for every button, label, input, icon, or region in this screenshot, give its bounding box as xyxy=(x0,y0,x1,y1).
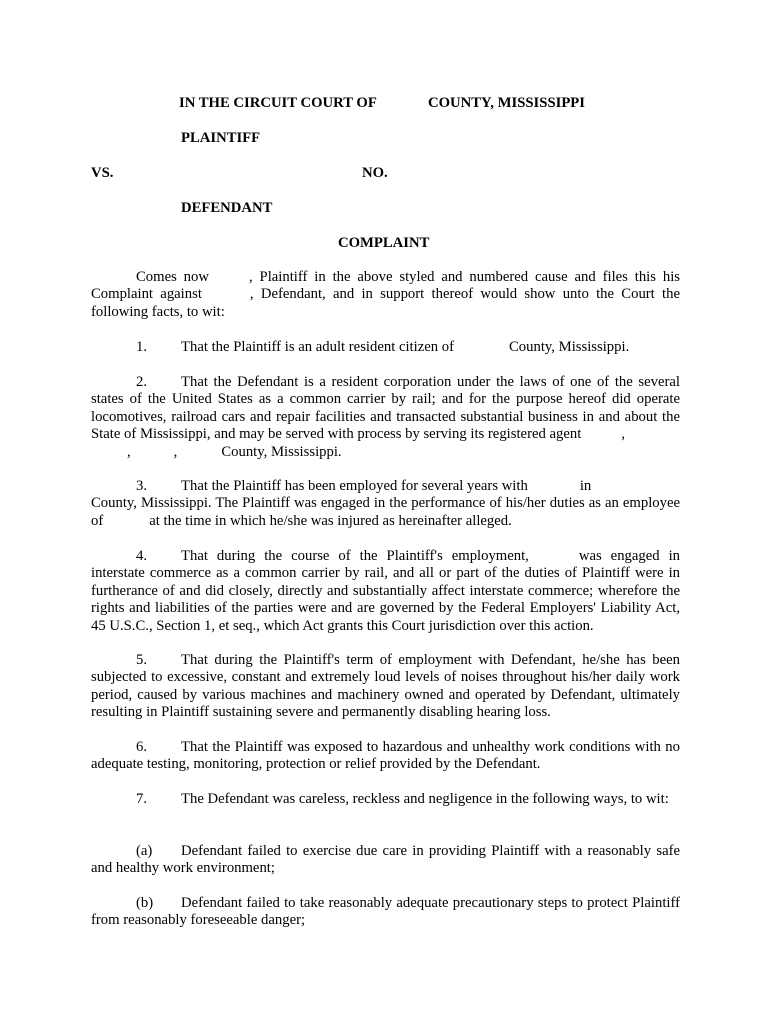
subparagraph-b-label: (b) xyxy=(136,895,154,911)
subparagraph-b-text: Defendant failed to take reasonably adequate precautionary steps to protect Plaintiff from reasonably foreseeable danger; xyxy=(91,895,680,929)
intro-text-a: Comes now xyxy=(136,269,209,285)
court-heading-prefix: IN THE CIRCUIT COURT OF xyxy=(179,95,377,111)
case-number-label: NO. xyxy=(362,165,388,181)
paragraph-2-text-d: , xyxy=(173,443,178,460)
paragraph-7 xyxy=(91,791,680,808)
subparagraph-a-label: (a) xyxy=(136,843,153,859)
paragraph-2-number: 2. xyxy=(136,374,148,390)
paragraph-2 xyxy=(91,374,680,461)
paragraph-2-text-a: That the Defendant is a resident corporation under the laws of one of the several states of the United States as a common carrier by rail; and for the purpose hereof did operate locomotives, railroad cars and repair facilities and transacted substantial business in and about the State of Mississippi, and may be served with process by serving its registered agent xyxy=(91,374,680,443)
paragraph-1-text-a: That the Plaintiff is an adult resident citizen of xyxy=(181,339,455,355)
court-heading-suffix: COUNTY, MISSISSIPPI xyxy=(428,95,585,111)
paragraph-5 xyxy=(91,652,680,722)
paragraph-2-text-b: , xyxy=(621,426,625,443)
defendant-label: DEFENDANT xyxy=(181,200,273,216)
intro-text-c: , Defendant, and in support thereof would show unto the Court the following facts, to wit: xyxy=(91,286,680,320)
paragraph-4-number: 4. xyxy=(136,548,148,564)
paragraph-6 xyxy=(91,739,680,774)
paragraph-3-text-d: at the time in which he/she was injured as hereinafter alleged. xyxy=(149,512,512,529)
paragraph-7-text: The Defendant was careless, reckless and negligence in the following ways, to wit: xyxy=(181,791,669,807)
paragraph-1-text-b: County, Mississippi. xyxy=(509,339,630,355)
paragraph-6-number: 6. xyxy=(136,739,148,755)
paragraph-4 xyxy=(91,548,680,635)
subparagraph-a xyxy=(91,843,680,878)
paragraph-4-text-a: That during the course of the Plaintiff's employment, xyxy=(181,548,529,564)
document-title: COMPLAINT xyxy=(338,235,430,251)
paragraph-2-text-e: County, Mississippi. xyxy=(221,443,342,460)
paragraph-2-text-c: , xyxy=(127,443,131,460)
paragraph-7-number: 7. xyxy=(136,791,148,807)
paragraph-1-number: 1. xyxy=(136,339,148,355)
subparagraph-a-text: Defendant failed to exercise due care in providing Plaintiff with a reasonably safe and healthy work environment; xyxy=(91,843,680,877)
paragraph-3-text-a: That the Plaintiff has been employed for several years with xyxy=(181,478,528,494)
paragraph-3 xyxy=(91,478,680,530)
plaintiff-label: PLAINTIFF xyxy=(181,130,261,146)
paragraph-5-text: That during the Plaintiff's term of employment with Defendant, he/she has been subjected to excessive, constant and extremely loud levels of noises throughout his/her daily work period, caused by various machines and machinery owned and operated by Defendant, ultimately resulting in Plaintiff sustaining severe and permanently disabling hearing loss. xyxy=(91,652,680,721)
intro-text-b: , Plaintiff in the above styled and numbered cause and files this his Complaint against xyxy=(91,269,680,303)
paragraph-3-text-c: County, Mississippi. The Plaintiff was engaged in the performance of his/her duties as an employee of xyxy=(91,495,680,529)
subparagraph-b xyxy=(91,895,680,930)
paragraph-4-text-b: was engaged in interstate commerce as a common carrier by rail, and all or part of the duties of Plaintiff were in furtherance of and did closely, directly and substantially affect interstate commerce; wherefore the rights and liabilities of the parties were and are governed by the Federal Employers' Liability Act, 45 U.S.C., Section 1, et seq., which Act grants this Court jurisdiction over this action. xyxy=(91,548,681,634)
vs-label: VS. xyxy=(91,165,114,181)
paragraph-6-text: That the Plaintiff was exposed to hazardous and unhealthy work conditions with no adequate testing, monitoring, protection or relief provided by the Defendant. xyxy=(91,739,680,773)
paragraph-5-number: 5. xyxy=(136,652,148,668)
paragraph-3-number: 3. xyxy=(136,478,148,494)
intro-paragraph xyxy=(91,269,680,321)
paragraph-3-text-b: in xyxy=(579,478,592,494)
